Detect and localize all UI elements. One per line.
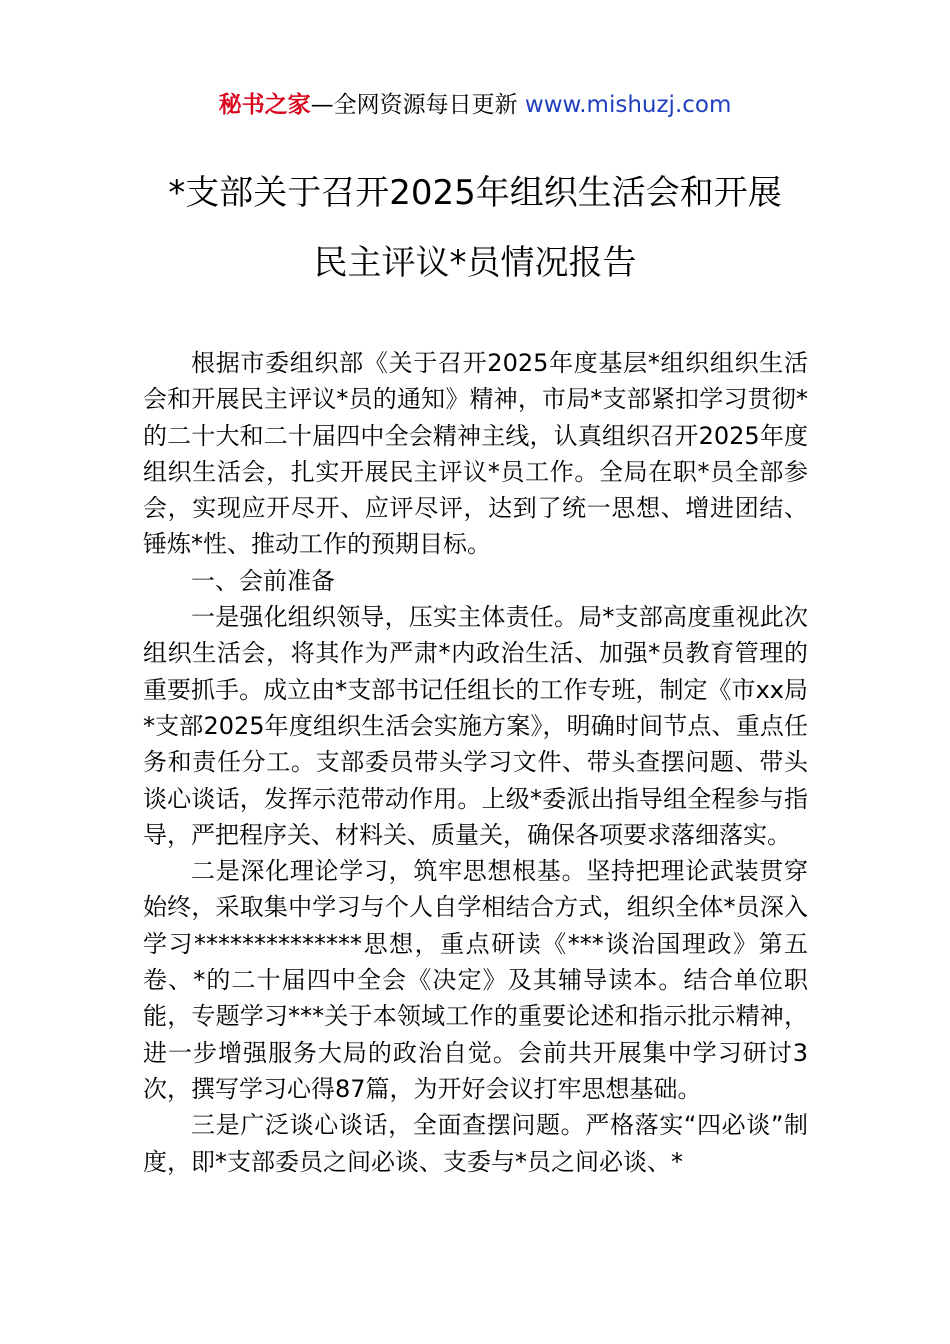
intro-paragraph: 根据市委组织部《关于召开2025年度基层*组织组织生活会和开展民主评议*员的通知》精神，市局*支部紧扣学习贯彻*的二十大和二十届四中全会精神主线，认真组织召开2025年度组织生活会，扎实开展民主评议*员工作。全局在职*员全部参会，实现应开尽开、应评尽评，达到了统一思想、增进团结、锤炼*性、推动工作的预期目标。 [143, 349, 808, 559]
paragraph-2: 二是深化理论学习，筑牢思想根基。坚持把理论武装贯穿始终，采取集中学习与个人自学相结合方式，组织全体*员深入学习**************思想，重点研读《***谈治国理政》第五卷、*的二十届四中全会《决定》及其辅导读本。结合单位职能，专题学习***关于本领域工作的重要论述和指示批示精神，进一步增强服务大局的政治自觉。会前共开展集中学习研讨3次，撰写学习心得87篇，为开好会议打牢思想基础。 [143, 857, 808, 1103]
site-tagline: —全网资源每日更新 [310, 92, 525, 118]
document-title [60, 158, 890, 298]
title-line-1: *支部关于召开2025年组织生活会和开展 [168, 173, 782, 213]
paragraph-1: 一是强化组织领导，压实主体责任。局*支部高度重视此次组织生活会，将其作为严肃*内政治生活、加强*员教育管理的重要抓手。成立由*支部书记任组长的工作专班，制定《市xx局*支部2025年度组织生活会实施方案》，明确时间节点、重点任务和责任分工。支部委员带头学习文件、带头查摆问题、带头谈心谈话，发挥示范带动作用。上级*委派出指导组全程参与指导，严把程序关、材料关、质量关，确保各项要求落细落实。 [143, 603, 808, 849]
paragraph-3: 三是广泛谈心谈话，全面查摆问题。严格落实“四必谈”制度，即*支部委员之间必谈、支委与*员之间必谈、* [143, 1111, 808, 1176]
site-url-link[interactable]: www.mishuzj.com [524, 92, 732, 118]
site-brand: 秘书之家 [218, 92, 311, 118]
title-line-2: 民主评议*员情况报告 [313, 243, 637, 283]
document-body [143, 345, 808, 1180]
section-heading-1: 一、会前准备 [191, 566, 335, 595]
site-header [0, 88, 950, 122]
